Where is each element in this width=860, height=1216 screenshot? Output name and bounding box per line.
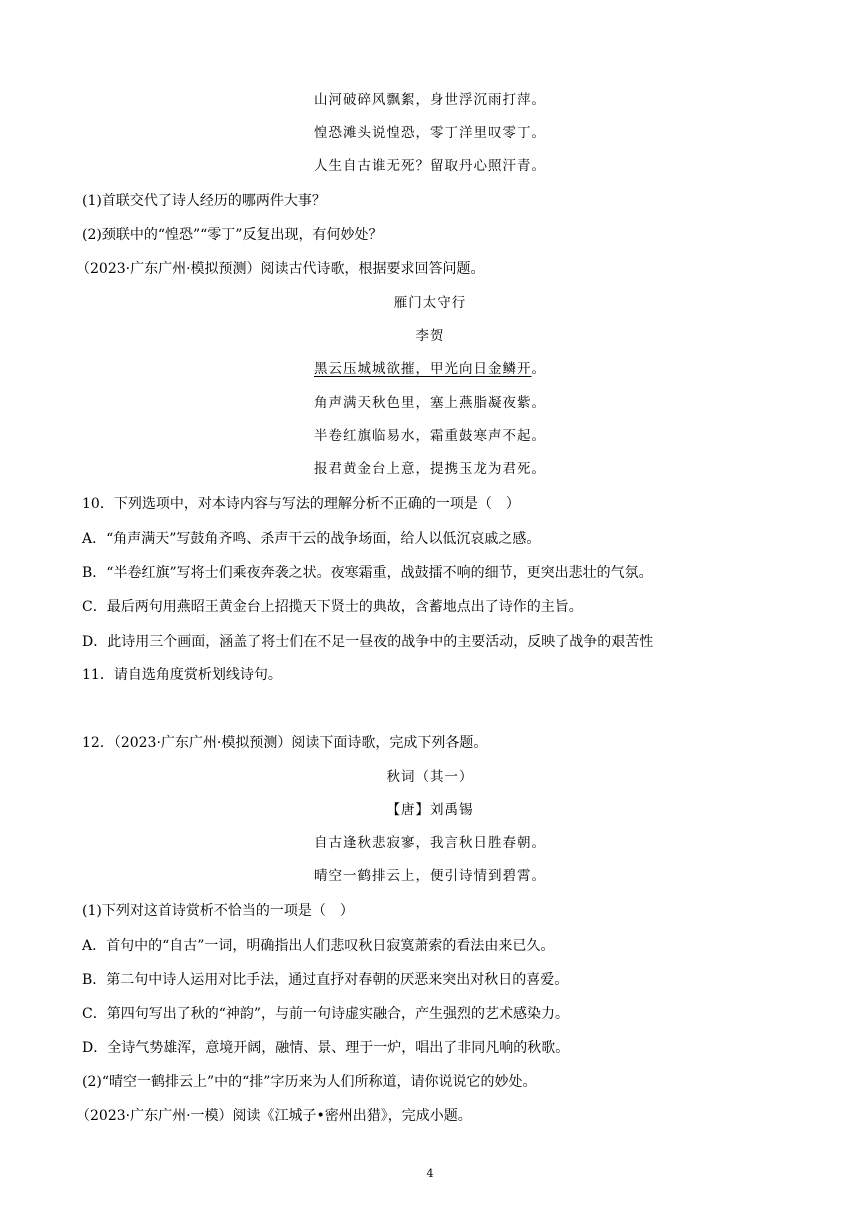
page-number: 4 [426,1167,434,1180]
section2-line-2: 角声满天秋色里，塞上燕脂凝夜紫。 [314,395,546,411]
section3-author: 【唐】刘禹锡 [386,802,474,818]
section2-line-3: 半卷红旗临易水，霜重鼓寒声不起。 [314,428,546,444]
question-12-intro: 12．（2023·广东广州·模拟预测）阅读下面诗歌，完成下列各题。 [82,735,488,751]
question-11: 11．请自选角度赏析划线诗句。 [82,667,282,683]
question-12-1-option-d: D．全诗气势雄浑，意境开阔，融情、景、理于一炉，唱出了非同凡响的秋歌。 [82,1040,570,1056]
section4-intro: （2023·广东广州·一模）阅读《江城子•密州出猎》，完成小题。 [76,1108,472,1124]
section3-line-2: 晴空一鹤排云上，便引诗情到碧霄。 [314,868,546,884]
section3-line-1: 自古逢秋悲寂寥，我言秋日胜春朝。 [314,835,546,851]
underlined-verse-end: 。 [531,361,546,377]
section3-title: 秋词（其一） [386,769,474,785]
poem1-line-1: 山河破碎风飘絮，身世浮沉雨打萍。 [314,92,546,108]
poem1-line-3: 人生自古谁无死？留取丹心照汗青。 [314,158,546,174]
section2-title: 雁门太守行 [393,295,467,311]
section2-author: 李贺 [415,328,445,344]
section2-intro: （2023·广东广州·模拟预测）阅读古代诗歌，根据要求回答问题。 [76,261,485,277]
poem1-line-2: 惶恐滩头说惶恐，零丁洋里叹零丁。 [314,125,546,141]
question-10-option-b: B．“半卷红旗”写将士们乘夜奔袭之状。夜寒霜重，战鼓擂不响的细节，更突出悲壮的气氛。 [82,565,653,581]
question-10-option-c: C．最后两句用燕昭王黄金台上招揽天下贤士的典故，含蓄地点出了诗作的主旨。 [82,599,583,615]
question-12-2: (2)“晴空一鹤排云上”中的“排”字历来为人们所称道，请你说说它的妙处。 [82,1074,537,1090]
question-10: 10．下列选项中，对本诗内容与写法的理解分析不正确的一项是（ ） [82,496,520,512]
section2-line-1 [0,359,860,379]
poem1-question-2: (2)颈联中的“惶恐”“零丁”反复出现，有何妙处？ [82,227,383,243]
question-10-option-a: A．“角声满天”写鼓角齐鸣、杀声干云的战争场面，给人以低沉哀戚之感。 [82,531,541,547]
question-12-1-option-b: B．第二句中诗人运用对比手法，通过直抒对春朝的厌恶来突出对秋日的喜爱。 [82,972,569,988]
poem1-question-1: (1)首联交代了诗人经历的哪两件大事？ [82,193,326,209]
question-12-1: (1)下列对这首诗赏析不恰当的一项是（ ） [82,903,354,919]
section2-line-4: 报君黄金台上意，提携玉龙为君死。 [314,461,546,477]
question-12-1-option-c: C．第四句写出了秋的“神韵”，与前一句诗虚实融合，产生强烈的艺术感染力。 [82,1006,570,1022]
question-12-1-option-a: A．首句中的“自古”一词，明确指出人们悲叹秋日寂寞萧索的看法由来已久。 [82,938,555,954]
underlined-verse: 黑云压城城欲摧，甲光向日金鳞开 [314,361,532,377]
question-10-option-d: D．此诗用三个画面，涵盖了将士们在不足一昼夜的战争中的主要活动，反映了战争的艰苦性 [82,634,654,650]
